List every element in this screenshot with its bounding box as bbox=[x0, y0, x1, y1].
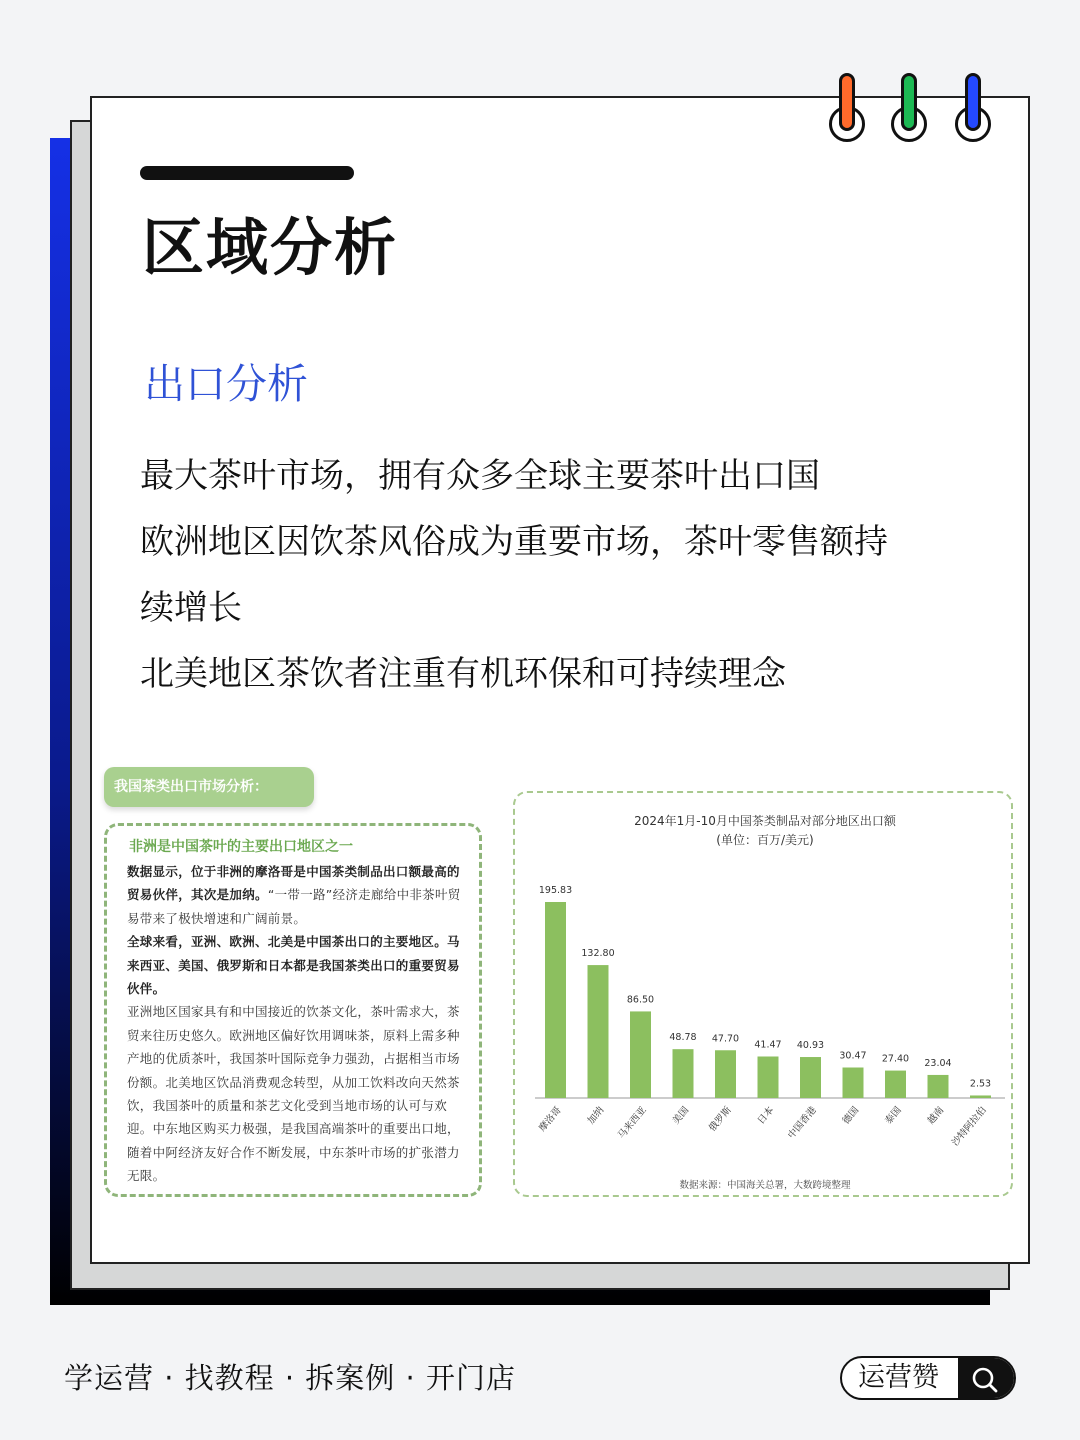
info-bold-2: 全球来看，亚洲、欧洲、北美是中国茶出口的主要地区。马来西亚、美国、俄罗斯和日本都是我国茶类出口的重要贸易伙伴。 bbox=[127, 934, 460, 997]
blue-pin bbox=[965, 73, 981, 131]
info-panel bbox=[104, 823, 482, 1197]
bar-0 bbox=[545, 902, 566, 1098]
value-label-7: 30.47 bbox=[839, 1050, 867, 1062]
value-label-1: 132.80 bbox=[581, 948, 615, 960]
bar-10 bbox=[970, 1095, 991, 1098]
search-button[interactable] bbox=[958, 1358, 1014, 1400]
value-label-0: 195.83 bbox=[538, 885, 573, 896]
chart-source: 数据来源：中国海关总署，大数跨境整理 bbox=[679, 1180, 851, 1191]
section-subtitle: 出口分析 bbox=[144, 360, 308, 408]
chart-panel bbox=[513, 791, 1013, 1197]
value-label-9: 23.04 bbox=[924, 1057, 952, 1069]
value-label-10: 2.53 bbox=[969, 1078, 992, 1090]
category-label-10: 沙特阿拉伯 bbox=[949, 1104, 989, 1149]
category-label-3: 美国 bbox=[670, 1104, 692, 1127]
category-label-7: 德国 bbox=[840, 1104, 862, 1127]
footer-tagline: 学运营 · 找教程 · 拆案例 · 开门店 bbox=[64, 1361, 516, 1395]
chart-subtitle: (单位：百万/美元) bbox=[716, 833, 814, 847]
value-label-4: 47.70 bbox=[711, 1033, 740, 1045]
bar-6 bbox=[800, 1057, 821, 1098]
value-label-6: 40.93 bbox=[796, 1040, 825, 1052]
info-tag: 我国茶类出口市场分析： bbox=[104, 767, 314, 807]
value-label-2: 86.50 bbox=[626, 994, 655, 1006]
value-label-8: 27.40 bbox=[881, 1053, 910, 1065]
info-heading: 非洲是中国茶叶的主要出口地区之一 bbox=[129, 839, 353, 855]
bar-chart bbox=[515, 793, 1015, 1199]
info-bold-1: 数据显示，位于非洲的摩洛哥是中国茶类制品出口额最高的贸易伙伴，其次是加纳。 bbox=[127, 864, 460, 903]
bar-7 bbox=[843, 1068, 864, 1098]
bar-2 bbox=[630, 1011, 651, 1098]
info-body bbox=[127, 860, 467, 1188]
paragraph-line-3: 续增长 bbox=[140, 588, 242, 628]
paragraph-line-4: 北美地区茶饮者注重有机环保和可持续理念 bbox=[140, 654, 786, 694]
category-label-6: 中国香港 bbox=[785, 1104, 819, 1142]
brand-search-badge[interactable] bbox=[840, 1356, 1016, 1400]
value-label-3: 48.78 bbox=[669, 1032, 697, 1044]
page-title: 区域分析 bbox=[142, 211, 399, 284]
title-decoration-bar bbox=[140, 166, 354, 180]
bar-9 bbox=[928, 1075, 949, 1098]
category-label-1: 加纳 bbox=[585, 1104, 607, 1127]
category-label-4: 俄罗斯 bbox=[707, 1104, 734, 1134]
orange-pin bbox=[839, 73, 855, 131]
brand-name: 运营赞 bbox=[858, 1362, 939, 1393]
bar-8 bbox=[885, 1071, 906, 1098]
category-label-8: 泰国 bbox=[883, 1104, 904, 1127]
value-label-5: 41.47 bbox=[754, 1039, 782, 1051]
green-pin bbox=[901, 73, 917, 131]
paragraph-line-2: 欧洲地区因饮茶风俗成为重要市场，茶叶零售额持 bbox=[140, 522, 888, 562]
category-label-0: 摩洛哥 bbox=[537, 1104, 564, 1134]
category-label-5: 日本 bbox=[755, 1104, 777, 1127]
info-text-1: “一带一路”经济走廊给中非茶叶贸易带来了极快增速和广阔前景。 bbox=[127, 887, 461, 926]
info-text-2: 亚洲地区国家具有和中国接近的饮茶文化，茶叶需求大，茶贸来往历史悠久。欧洲地区偏好饮用调味茶，原料上需多种产地的优质茶叶，我国茶叶国际竞争力强劲，占据相当市场份额。北美地区饮品消费观念转型，从加工饮料改向天然茶饮，我国茶叶的质量和茶艺文化受到当地市场的认可与欢迎。中东地区购买力极强，是我国高端茶叶的重要出口地，随着中阿经济友好合作不断发展，中东茶叶市场的扩张潜力无限。 bbox=[127, 1004, 460, 1184]
bar-5 bbox=[758, 1056, 779, 1098]
bar-4 bbox=[715, 1050, 736, 1098]
search-icon bbox=[958, 1358, 1014, 1400]
bar-3 bbox=[673, 1049, 694, 1098]
category-label-2: 马来西亚 bbox=[615, 1104, 649, 1142]
bar-1 bbox=[588, 965, 609, 1098]
paragraph-line-1: 最大茶叶市场，拥有众多全球主要茶叶出口国 bbox=[140, 456, 820, 496]
chart-title: 2024年1月-10月中国茶类制品对部分地区出口额 bbox=[634, 814, 896, 828]
category-label-9: 越南 bbox=[925, 1104, 947, 1127]
